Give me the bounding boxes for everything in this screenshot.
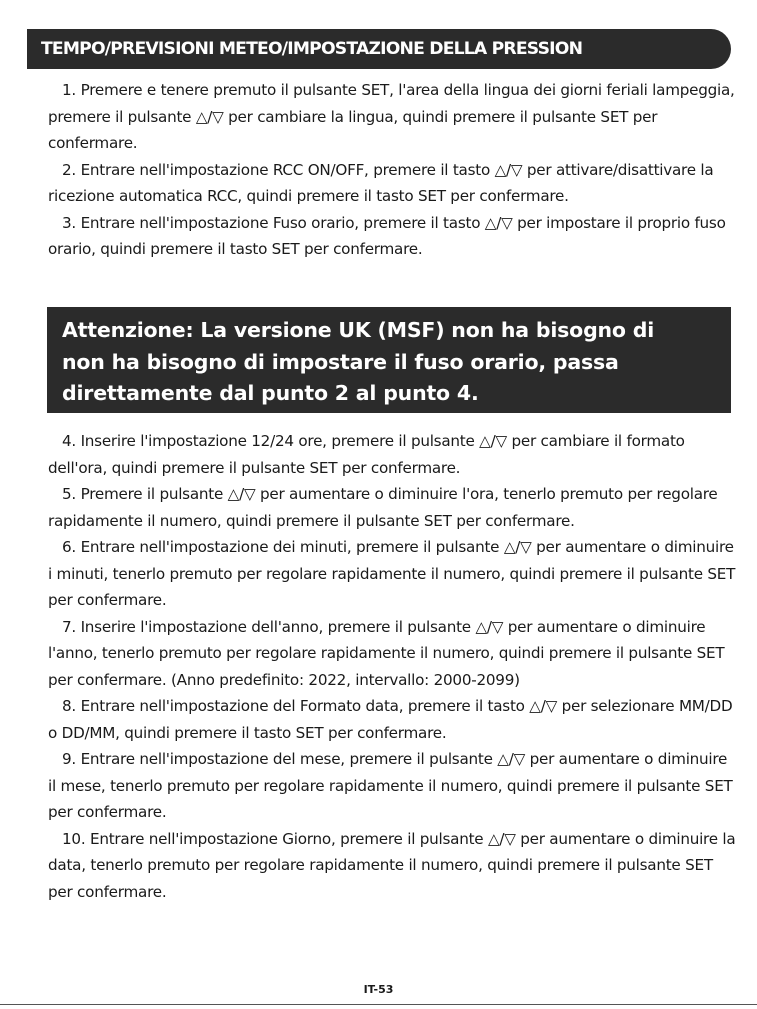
page-number: IT-53 [363, 983, 394, 996]
step-4: 4. Inserire l'impostazione 12/24 ore, premere il pulsante △/▽ per cambiare il formato dell'ora, quindi premere il pulsante SET per confermare. [48, 432, 685, 477]
notice-line-2: non ha bisogno di impostare il fuso orario, passa [62, 349, 619, 374]
section-header [27, 29, 731, 69]
step-1: 1. Premere e tenere premuto il pulsante SET, l'area della lingua dei giorni feriali lampeggia, premere il pulsante △/▽ per cambiare la lingua, quindi premere il pulsante SET per confermare. [48, 81, 735, 152]
attention-notice [47, 307, 731, 413]
section-title: TEMPO/PREVISIONI METEO/IMPOSTAZIONE DELLA PRESSION [41, 39, 583, 59]
step-8: 8. Entrare nell'impostazione del Formato data, premere il tasto △/▽ per selezionare MM/DD o DD/MM, quindi premere il tasto SET per confermare. [48, 697, 733, 742]
step-2: 2. Entrare nell'impostazione RCC ON/OFF, premere il tasto △/▽ per attivare/disattivare la ricezione automatica RCC, quindi premere il tasto SET per confermare. [48, 160, 714, 205]
notice-line-3: direttamente dal punto 2 al punto 4. [62, 381, 479, 405]
step-3: 3. Entrare nell'impostazione Fuso orario, premere il tasto △/▽ per impostare il proprio fuso orario, quindi premere il tasto SET per confermare. [48, 213, 726, 258]
step-10: 10. Entrare nell'impostazione Giorno, premere il pulsante △/▽ per aumentare o diminuire la data, tenerlo premuto per regolare rapidamente il numero, quindi premere il pulsante SET per confermare. [48, 829, 736, 901]
steps-list-a [48, 77, 738, 263]
step-9: 9. Entrare nell'impostazione del mese, premere il pulsante △/▽ per aumentare o diminuire il mese, tenerlo premuto per regolare rapidamente il numero, quindi premere il pulsante SET per confermare. [48, 750, 733, 821]
steps-list-b [48, 428, 738, 905]
footer-divider [0, 1004, 757, 1005]
step-7: 7. Inserire l'impostazione dell'anno, premere il pulsante △/▽ per aumentare o diminuire l'anno, tenerlo premuto per regolare rapidamente il numero, quindi premere il pulsante SET per confermare. (Anno predefinito: 2022, intervallo: 2000-2099) [48, 617, 725, 689]
step-5: 5. Premere il pulsante △/▽ per aumentare o diminuire l'ora, tenerlo premuto per regolare rapidamente il numero, quindi premere il pulsante SET per confermare. [48, 485, 718, 530]
step-6: 6. Entrare nell'impostazione dei minuti, premere il pulsante △/▽ per aumentare o diminuire i minuti, tenerlo premuto per regolare rapidamente il numero, quindi premere il pulsante SET per confermare. [48, 538, 736, 609]
notice-line-1: Attenzione: La versione UK (MSF) non ha bisogno di [62, 318, 655, 342]
